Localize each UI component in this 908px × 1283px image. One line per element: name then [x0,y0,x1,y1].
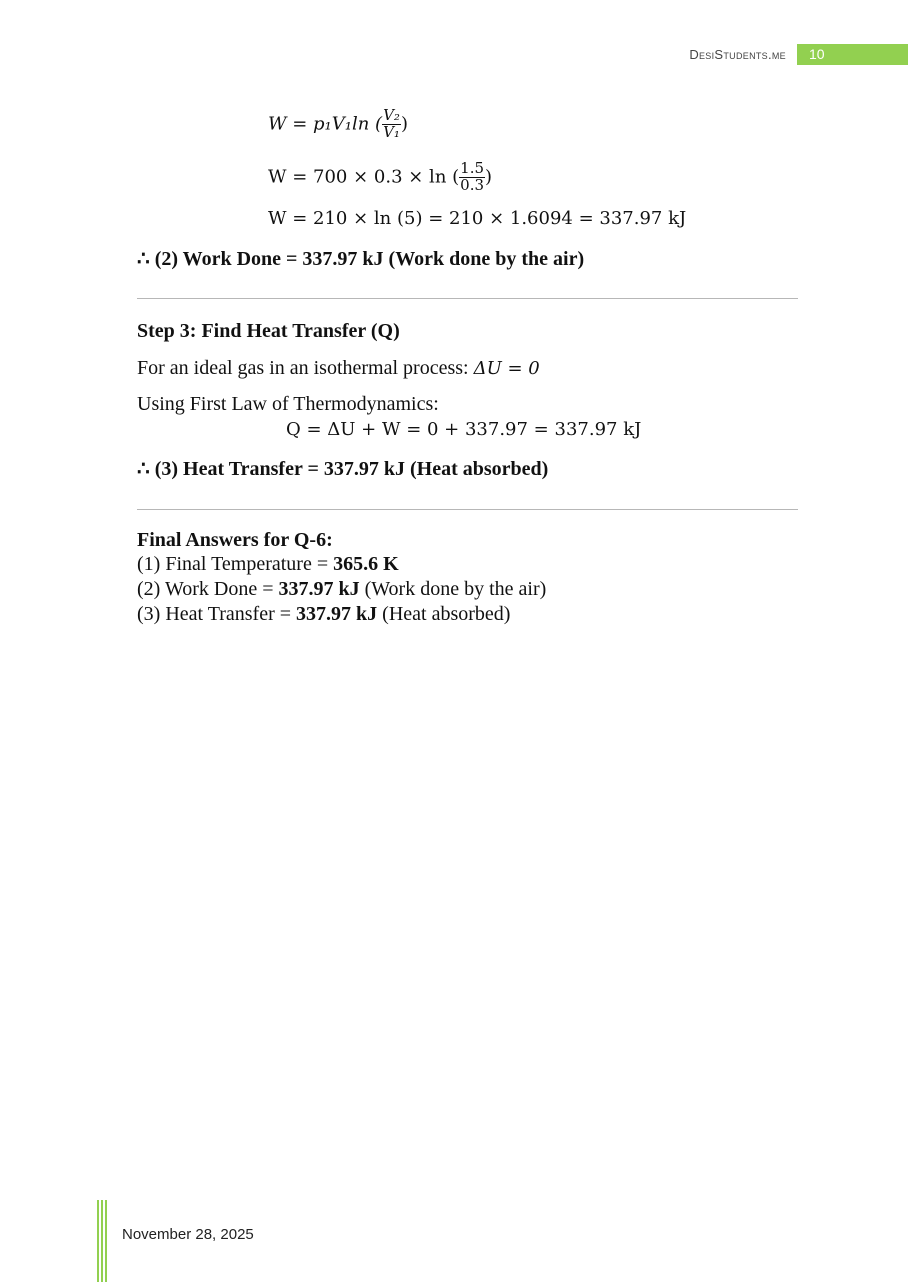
equation-work-result: W = 210 × ln (5) = 210 × 1.6094 = 337.97 kJ [268,208,687,229]
step3-line2: Using First Law of Thermodynamics: [137,393,439,415]
eq1-lhs: W = [268,113,314,135]
eq2-numerator: 1.5 [460,159,485,177]
site-name: DesiStudents.me [689,47,786,62]
final-answer-3-value: 337.97 kJ [296,603,378,625]
footer-stripe-3 [105,1200,107,1282]
eq1-close: ) [400,113,408,135]
equation-work-substitution [268,161,492,194]
footer-stripe-1 [97,1200,99,1282]
final-answers-heading: Final Answers for Q-6: [137,529,333,551]
final-answer-1 [137,553,399,576]
eq2-lhs: W = 700 × 0.3 × ln ( [268,166,460,188]
eq1-p1v1: p₁V₁ln ( [313,113,383,135]
eq1-numerator: V₂ [383,106,400,124]
divider-2 [137,509,798,510]
footer-date: November 28, 2025 [122,1226,254,1243]
eq2-fraction [459,161,485,194]
final-answer-3-suffix: (Heat absorbed) [377,603,511,625]
divider-1 [137,298,798,299]
eq2-denominator: 0.3 [460,175,485,194]
step3-line1 [137,357,540,380]
eq2-close: ) [485,166,493,188]
final-answer-2-suffix: (Work done by the air) [359,578,547,600]
eq1-denominator: V₁ [383,122,400,141]
result-work-done: ∴ (2) Work Done = 337.97 kJ (Work done by the air) [137,248,585,270]
final-answer-3 [137,603,510,626]
equation-work-formula [268,108,408,141]
result-heat-transfer: ∴ (3) Heat Transfer = 337.97 kJ (Heat absorbed) [137,458,549,480]
final-answer-2 [137,578,546,601]
step3-heading: Step 3: Find Heat Transfer (Q) [137,320,400,342]
footer-stripe-2 [101,1200,103,1282]
final-answer-3-prefix: (3) Heat Transfer = [137,603,297,625]
step3-line1-math: ΔU = 0 [473,358,540,379]
equation-heat-transfer: Q = ΔU + W = 0 + 337.97 = 337.97 kJ [286,419,642,440]
final-answer-2-prefix: (2) Work Done = [137,578,279,600]
page-number-badge: 10 [797,44,908,65]
step3-line1-text: For an ideal gas in an isothermal process: [137,357,474,379]
eq1-fraction [382,108,401,141]
final-answer-1-prefix: (1) Final Temperature = [137,553,334,575]
final-answer-2-value: 337.97 kJ [278,578,360,600]
final-answer-1-value: 365.6 K [333,553,399,575]
